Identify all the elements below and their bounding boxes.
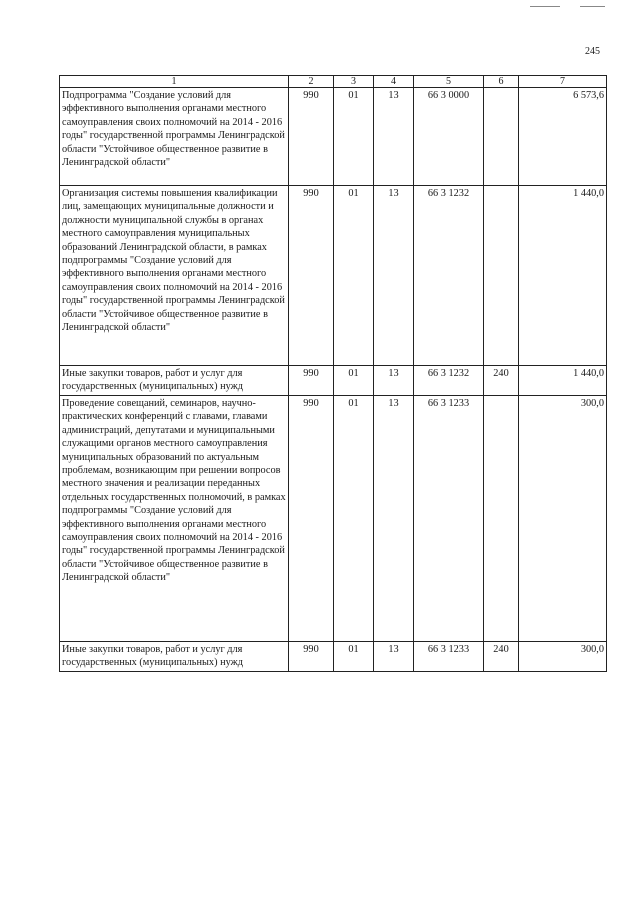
row-name: Иные закупки товаров, работ и услуг для государственных (муниципальных) нужд — [60, 366, 289, 396]
row-code-6: 240 — [484, 366, 519, 396]
row-amount: 6 573,6 — [519, 88, 607, 186]
table-row — [60, 642, 607, 672]
column-header: 6 — [484, 76, 519, 88]
column-header: 5 — [414, 76, 484, 88]
row-code-6 — [484, 396, 519, 642]
row-name: Подпрограмма "Создание условий для эффективного выполнения органами местного самоуправления своих полномочий на 2014 - 2016 годы" государственной программы Ленинградской области "Устойчивое общественное развитие в Ленинградской области" — [60, 88, 289, 186]
table-row — [60, 186, 607, 366]
scan-marks — [530, 6, 610, 8]
row-code-2: 990 — [289, 642, 334, 672]
row-code-4: 13 — [374, 366, 414, 396]
row-code-4: 13 — [374, 396, 414, 642]
column-header: 3 — [334, 76, 374, 88]
row-name: Иные закупки товаров, работ и услуг для государственных (муниципальных) нужд — [60, 642, 289, 672]
column-header: 2 — [289, 76, 334, 88]
row-code-3: 01 — [334, 396, 374, 642]
table-row — [60, 88, 607, 186]
row-code-2: 990 — [289, 88, 334, 186]
row-code-6: 240 — [484, 642, 519, 672]
column-header: 1 — [60, 76, 289, 88]
row-code-5: 66 3 1233 — [414, 642, 484, 672]
row-code-4: 13 — [374, 186, 414, 366]
row-code-5: 66 3 1233 — [414, 396, 484, 642]
budget-table — [59, 75, 607, 672]
row-name: Организация системы повышения квалификации лиц, замещающих муниципальные должности и должности муниципальной службы в органах местного самоуправления муниципальных образований Ленинградской области, в рамках подпрограммы "Создание условий для эффективного выполнения органами местного самоуправления своих полномочий на 2014 - 2016 годы" государственной программы Ленинградской области "Устойчивое общественное развитие в Ленинградской области" — [60, 186, 289, 366]
row-code-2: 990 — [289, 366, 334, 396]
row-code-3: 01 — [334, 366, 374, 396]
header-row — [60, 76, 607, 88]
row-amount: 1 440,0 — [519, 366, 607, 396]
column-header: 7 — [519, 76, 607, 88]
row-code-2: 990 — [289, 396, 334, 642]
row-amount: 300,0 — [519, 642, 607, 672]
column-header: 4 — [374, 76, 414, 88]
row-code-6 — [484, 88, 519, 186]
row-code-5: 66 3 1232 — [414, 366, 484, 396]
row-code-5: 66 3 1232 — [414, 186, 484, 366]
table-row — [60, 396, 607, 642]
row-code-5: 66 3 0000 — [414, 88, 484, 186]
row-code-2: 990 — [289, 186, 334, 366]
page-number: 245 — [585, 46, 600, 57]
row-amount: 1 440,0 — [519, 186, 607, 366]
row-code-3: 01 — [334, 88, 374, 186]
row-code-4: 13 — [374, 88, 414, 186]
row-name: Проведение совещаний, семинаров, научно-практических конференций с главами, главами администраций, депутатами и муниципальными служащими органов местного самоуправления муниципальных образований по актуальным проблемам, возникающим при решении вопросов местного значения и реализации переданных отдельных государственных полномочий, в рамках подпрограммы "Создание условий для эффективного выполнения органами местного самоуправления своих полномочий на 2014 - 2016 годы" государственной программы Ленинградской области "Устойчивое общественное развитие в Ленинградской области" — [60, 396, 289, 642]
row-code-3: 01 — [334, 642, 374, 672]
row-code-4: 13 — [374, 642, 414, 672]
row-code-6 — [484, 186, 519, 366]
table-row — [60, 366, 607, 396]
row-code-3: 01 — [334, 186, 374, 366]
row-amount: 300,0 — [519, 396, 607, 642]
